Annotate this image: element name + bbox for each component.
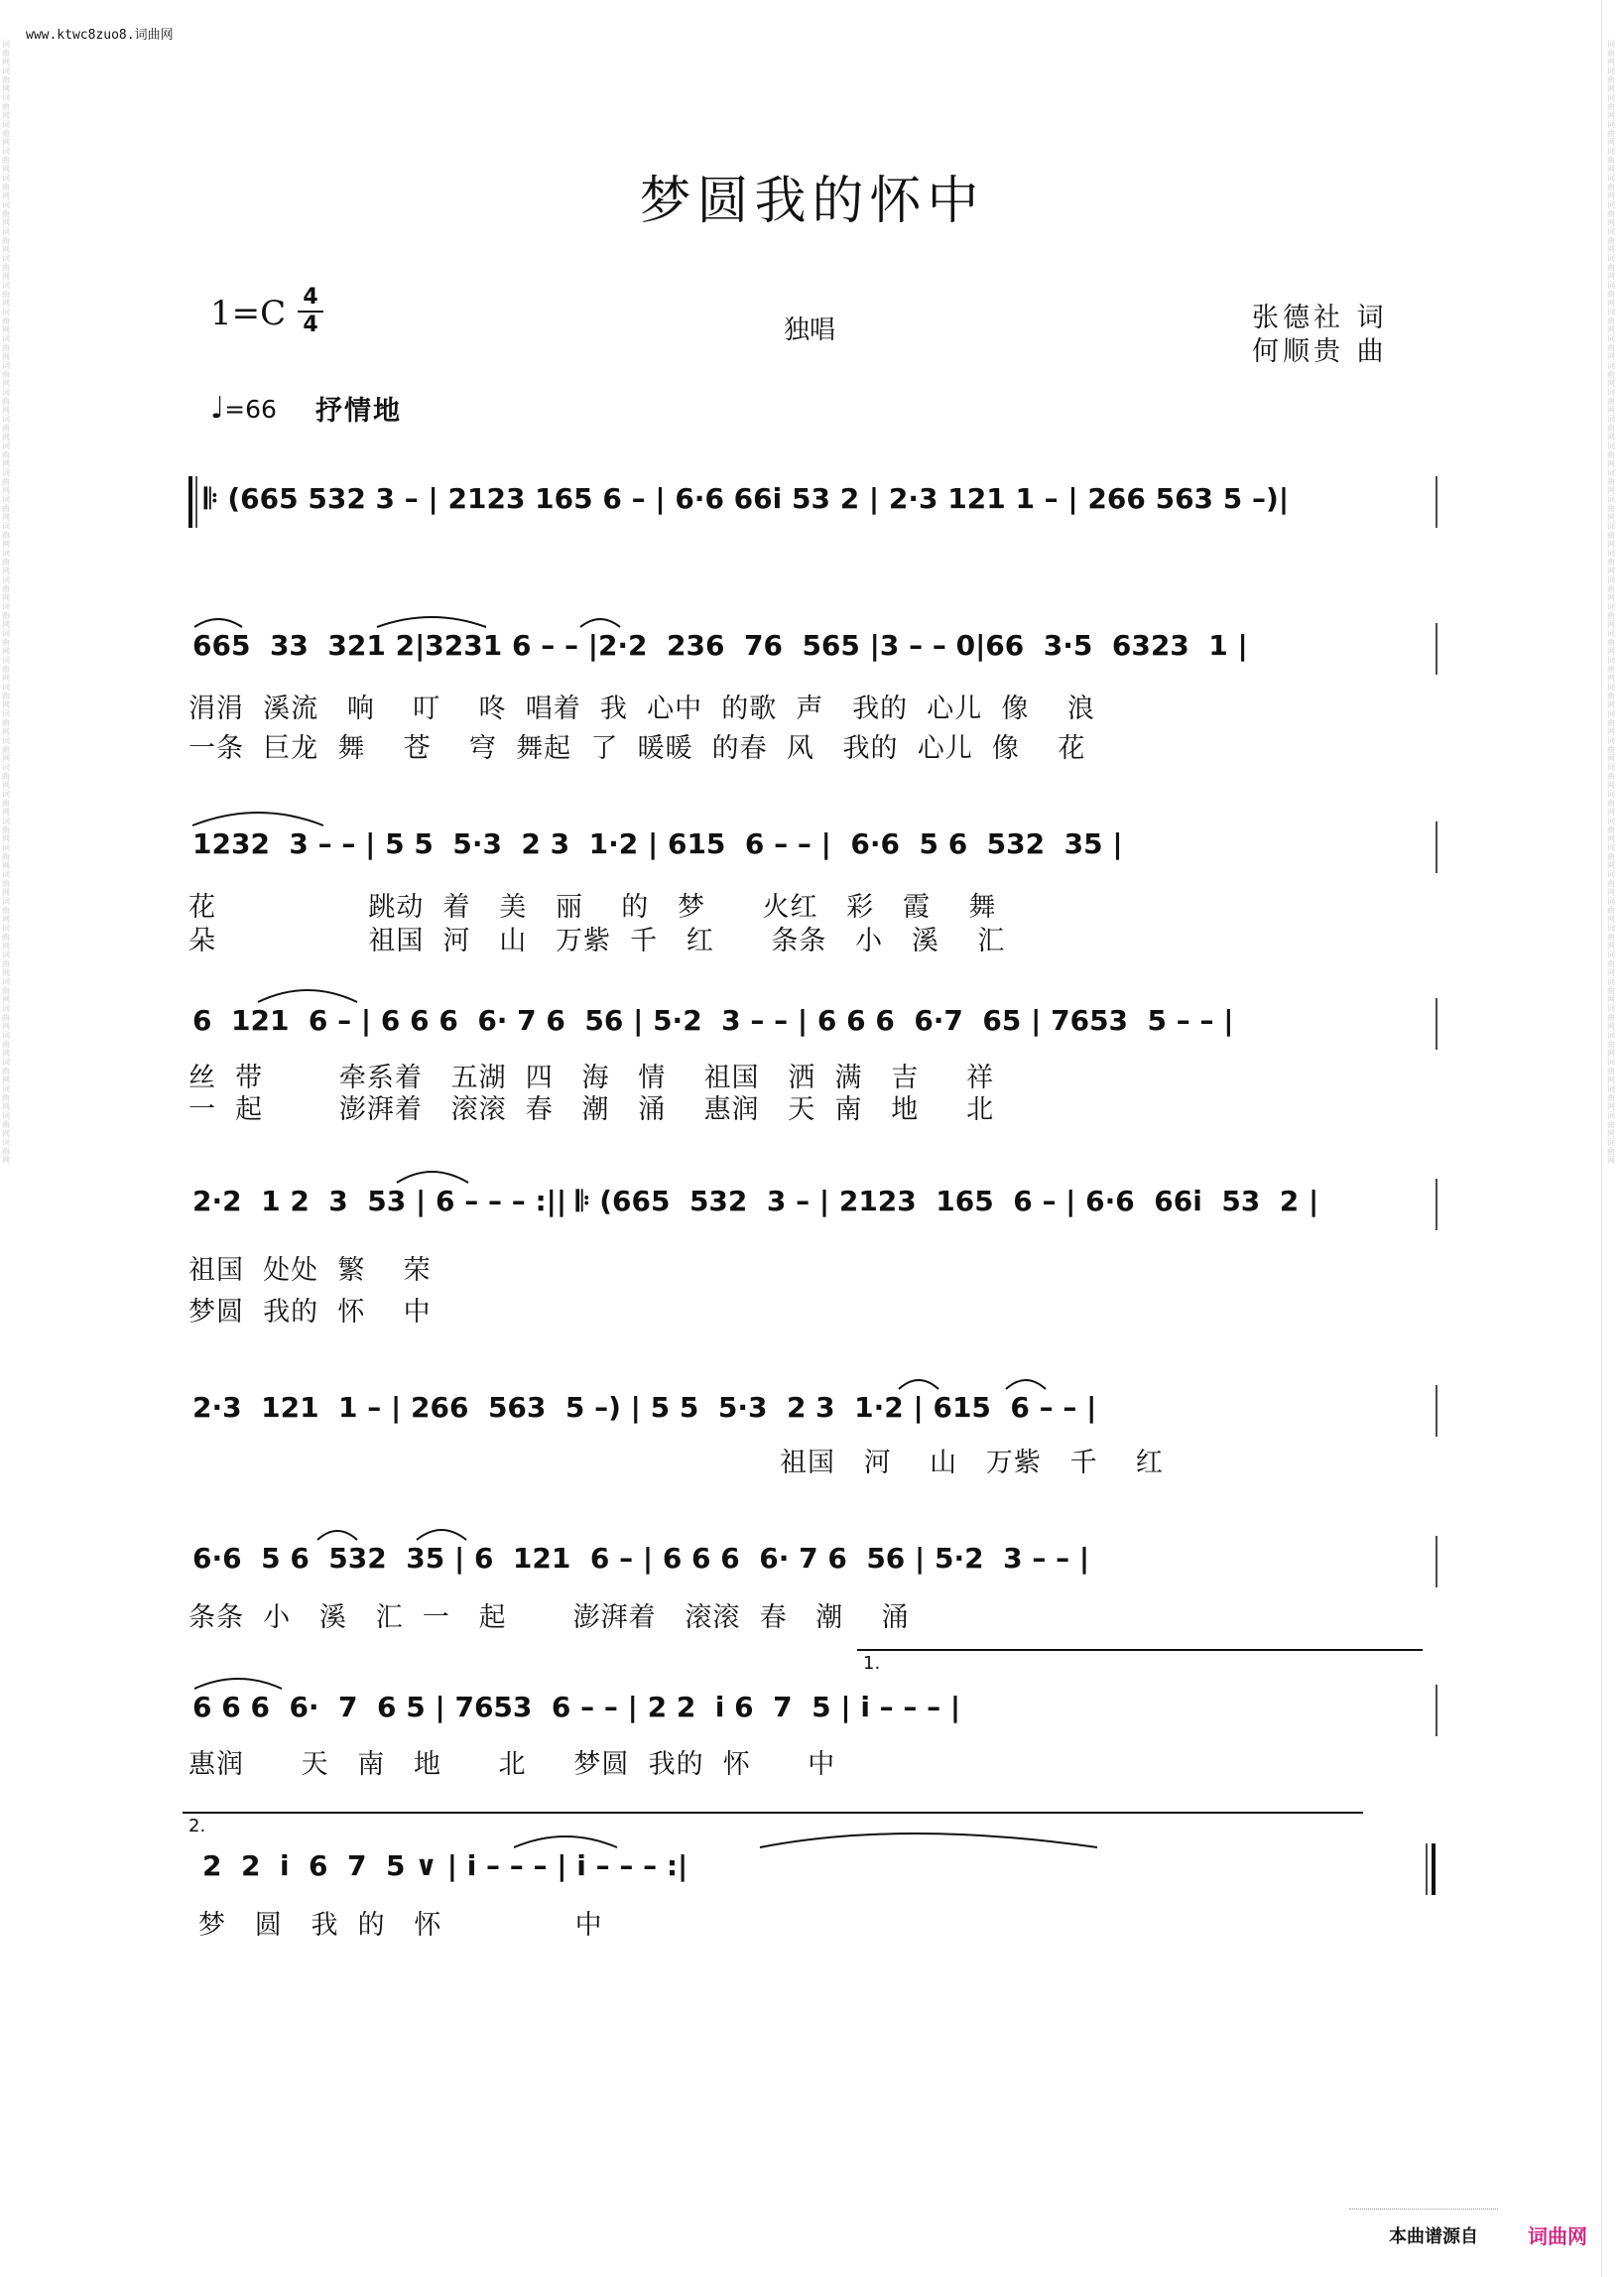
second-ending-label: 2.	[188, 1816, 206, 1836]
row-9-notes: 2 2 i 6 7 5 ∨ | i – – – | i – – – :|	[202, 1849, 688, 1882]
lyric-line-7: 祖国 处处 繁 荣	[188, 1255, 432, 1286]
source-url	[26, 24, 174, 43]
lyric-line-6: 一 起 澎湃着 滚滚 春 潮 涌 惠润 天 南 地 北	[188, 1094, 995, 1125]
footer-divider	[1349, 2209, 1498, 2210]
right-margin-line	[1601, 0, 1602, 2277]
lyric-line-12: 梦 圆 我 的 怀 中	[198, 1910, 603, 1941]
composer-credit: 何顺贵 曲	[1252, 336, 1388, 367]
lyric-line-1: 涓涓 溪流 响 叮 咚 唱着 我 心中 的歌 声 我的 心儿 像 浪	[188, 694, 1095, 724]
first-ending-label: 1.	[863, 1653, 881, 1674]
row-6-notes: 2·3 121 1 – | 266 563 5 –) | 5 5 5·3 2 3 1·2 | 615 6 – – |	[192, 1391, 1097, 1424]
url-prefix: www.ktwc8zuo8.	[26, 28, 135, 43]
tempo-value: =66	[224, 395, 277, 424]
right-watermark: 词曲网词曲网词曲网词曲网词曲网词曲网词曲网词曲网词曲网词曲网词曲网词曲网词曲网词曲网词曲网词曲网词曲网词曲网词曲网词曲网词曲网词曲网词曲网词曲网词曲网词曲网词曲网词曲网词曲网词曲网词曲网词曲网词曲网词曲网词曲网词曲网词曲网词曲网词曲网词曲网词曲网词曲网	[1607, 40, 1615, 1165]
url-site: 词曲网	[134, 28, 174, 43]
lyric-line-2: 一条 巨龙 舞 苍 穹 舞起 了 暖暖 的春 风 我的 心儿 像 花	[188, 733, 1086, 764]
first-ending-bracket	[857, 1649, 1423, 1674]
row-7-notes: 6·6 5 6 532 35 | 6 121 6 – | 6 6 6 6· 7 6 56 | 5·2 3 – – |	[192, 1542, 1090, 1575]
key-signature: 1=C	[210, 294, 287, 333]
song-title: 梦圆我的怀中	[639, 172, 985, 231]
lyric-line-4: 朵 祖国 河 山 万紫 千 红 条条 小 溪 汇	[188, 926, 1006, 956]
row-4-notes: 6 121 6 – | 6 6 6 6· 7 6 56 | 5·2 3 – – | 6 6 6 6·7 65 | 7653 5 – – |	[192, 1004, 1234, 1037]
time-signature	[296, 286, 325, 337]
row-5-notes: 2·2 1 2 3 53 | 6 – – – :|| 𝄆 (665 532 3 – | 2123 165 6 – | 6·6 66i 53 2 |	[192, 1185, 1319, 1217]
footer-source: 本曲谱源自	[1389, 2226, 1478, 2247]
lyric-line-11: 惠润 天 南 地 北 梦圆 我的 怀 中	[188, 1749, 836, 1780]
quarter-note-icon: ♩	[210, 391, 225, 426]
meter-top: 4	[303, 285, 318, 310]
left-watermark: 词曲网词曲网词曲网词曲网词曲网词曲网词曲网词曲网词曲网词曲网词曲网词曲网词曲网词曲网词曲网词曲网词曲网词曲网词曲网词曲网词曲网词曲网词曲网词曲网词曲网词曲网词曲网词曲网词曲网词曲网词曲网词曲网词曲网词曲网词曲网词曲网词曲网词曲网词曲网词曲网词曲网词曲网	[2, 40, 10, 1165]
tempo-mark	[210, 391, 277, 426]
score-row-1	[188, 466, 1438, 566]
lyric-line-10: 条条 小 溪 汇 一 起 澎湃着 滚滚 春 潮 涌	[188, 1602, 910, 1633]
row-8-notes: 6 6 6 6· 7 6 5 | 7653 6 – – | 2 2 i 6 7 5 | i – – – |	[192, 1691, 961, 1723]
row-2-notes: 665 33 321 2|3231 6 – – |2·2 236 76 565 |3 – – 0|66 3·5 6323 1 |	[192, 629, 1248, 662]
second-ending-bracket	[183, 1812, 1363, 1834]
meter-bottom: 4	[303, 313, 318, 337]
expression-mark: 抒情地	[315, 396, 402, 427]
lyric-line-9: 祖国 河 山 万紫 千 红	[780, 1448, 1164, 1478]
row-3-notes: 1232 3 – – | 5 5 5·3 2 3 1·2 | 615 6 – – | 6·6 5 6 532 35 |	[192, 827, 1123, 860]
footer-brand-logo: 词曲网	[1528, 2224, 1587, 2248]
row-1-notes: 𝄆 (665 532 3 – | 2123 165 6 – | 6·6 66i 53 2 | 2·3 121 1 – | 266 563 5 –)|	[204, 482, 1290, 515]
lyric-line-8: 梦圆 我的 怀 中	[188, 1297, 432, 1328]
performance-type: 独唱	[784, 316, 836, 345]
lyric-line-5: 丝 带 牵系着 五湖 四 海 情 祖国 洒 满 吉 祥	[188, 1063, 995, 1093]
lyricist-credit: 张德社 词	[1252, 303, 1388, 333]
lyric-line-3: 花 跳动 着 美 丽 的 梦 火红 彩 霞 舞	[188, 892, 997, 923]
